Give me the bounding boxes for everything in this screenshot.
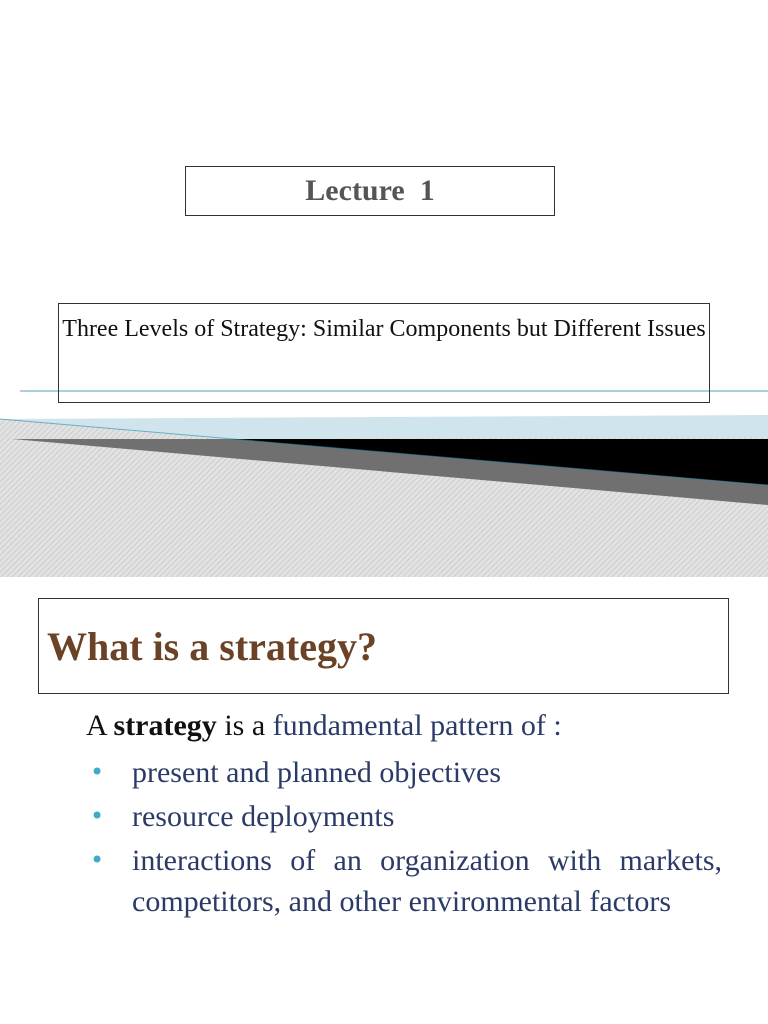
bullet-icon: • xyxy=(90,846,105,874)
intro-line xyxy=(86,706,562,746)
intro-keyword: strategy xyxy=(113,709,217,742)
list-item-text: resource deployments xyxy=(132,800,395,833)
section-heading: What is a strategy? xyxy=(38,598,729,694)
list-item-text: present and planned objectives xyxy=(132,756,502,789)
intro-middle: is a xyxy=(216,709,273,742)
bullet-list xyxy=(86,752,722,925)
list-item xyxy=(86,752,722,793)
list-item-text: interactions of an organization with markets, competitors, and other environmental factors xyxy=(132,844,722,918)
decorative-banner xyxy=(0,385,768,577)
list-item xyxy=(86,796,722,837)
bullet-icon: • xyxy=(90,802,105,830)
intro-tail: fundamental pattern of : xyxy=(272,709,562,742)
intro-prefix: A xyxy=(86,709,114,742)
lecture-title: Lecture 1 xyxy=(185,166,555,216)
bullet-icon: • xyxy=(90,758,105,786)
list-item xyxy=(86,840,722,922)
subtitle: Three Levels of Strategy: Similar Components but Different Issues xyxy=(58,303,710,403)
